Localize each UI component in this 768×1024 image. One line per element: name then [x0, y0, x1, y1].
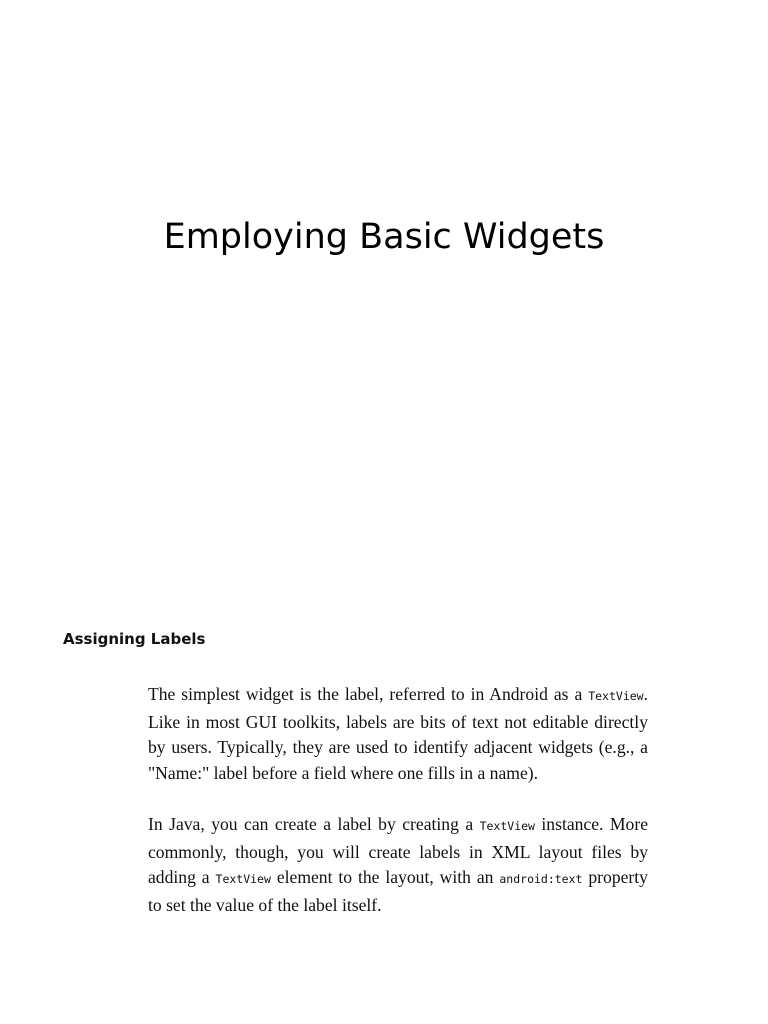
paragraph-text: property to set the value of the label itself. [148, 867, 648, 915]
section-heading: Assigning Labels [63, 630, 206, 648]
code-snippet: TextView [215, 872, 271, 886]
code-snippet: TextView [588, 689, 644, 703]
code-snippet: TextView [479, 819, 535, 833]
paragraph-text: . Like in most GUI toolkits, labels are bits of text not editable directly by users. Typically, they are used to identify adjacent widgets (e.g., a "Name:" label before a field where one fills in a name). [148, 684, 648, 783]
paragraph-text: In Java, you can create a label by creating a [148, 814, 480, 834]
paragraph-text: element to the layout, with an [270, 867, 500, 887]
code-snippet: android:text [499, 872, 583, 886]
paragraph-intro [148, 682, 648, 786]
paragraph-java [148, 812, 648, 918]
page-title: Employing Basic Widgets [163, 217, 605, 257]
paragraph-text: instance. More commonly, though, you will create labels in XML layout files by adding a [148, 814, 648, 887]
paragraph-text: The simplest widget is the label, referred to in Android as a [148, 684, 589, 704]
